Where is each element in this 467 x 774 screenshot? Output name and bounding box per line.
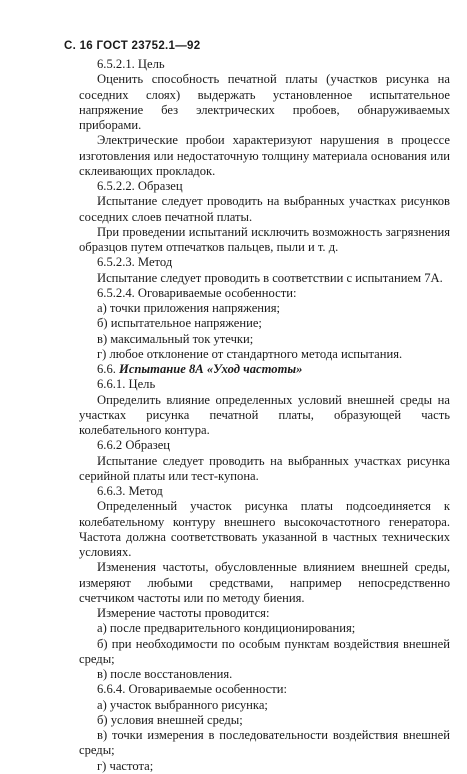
section-number: 6.6. [97, 362, 120, 376]
paragraph: Оценить способность печатной платы (участков рисунка на соседних слоях) выдержать установленное испытательное напряжение без электрических пробоев, обнаруживаемых приборами. [79, 72, 450, 132]
list-item: г) любое отклонение от стандартного метода испытания. [97, 346, 403, 361]
list-item: в) после восстановления. [97, 667, 233, 681]
list-item: б) испытательное напряжение; [97, 316, 262, 331]
section-heading: 6.5.2.3. Метод [97, 255, 173, 270]
section-heading: 6.6.1. Цель [97, 377, 156, 392]
section-title: Испытание 8А «Уход частоты» [119, 362, 303, 376]
section-heading: 6.6.4. Оговариваемые особенности: [97, 682, 288, 697]
list-item: б) при необходимости по особым пунктам воздействия внешней среды; [79, 636, 450, 666]
section-heading [79, 362, 450, 377]
page-header: С. 16 ГОСТ 23752.1—92 [64, 40, 201, 52]
list-item: а) точки приложения напряжения; [97, 301, 281, 315]
section-heading: 6.5.2.2. Образец [97, 179, 183, 193]
paragraph: Испытание следует проводить на выбранных участках рисунка серийной платы или тест-купона. [79, 453, 450, 483]
paragraph: Электрические пробои характеризуют нарушения в процессе изготовления или недостаточную толщину материала основания или склеивающих прокладок. [79, 133, 450, 178]
section-heading: Измерение частоты проводится: [97, 606, 270, 620]
section-heading: 6.6.3. Метод [97, 484, 163, 498]
paragraph: Испытание следует проводить на выбранных участках рисунков соседних слоев печатной платы. [79, 194, 450, 224]
section-heading: 6.5.2.4. Оговариваемые особенности: [97, 285, 297, 300]
paragraph: Изменения частоты, обусловленные влиянием внешней среды, измеряют любыми средствами, например непосредственно счетчиком частоты или по методу биения. [79, 560, 450, 605]
list-item: а) участок выбранного рисунка; [97, 697, 268, 712]
list-item: б) условия внешней среды; [97, 712, 243, 727]
paragraph: При проведении испытаний исключить возможность загрязнения образцов путем отпечатков пальцев, пыли и т. д. [79, 224, 450, 254]
document-body [79, 57, 450, 774]
paragraph: Испытание следует проводить в соответствии с испытанием 7А. [97, 270, 443, 285]
list-item: а) после предварительного кондиционирования; [97, 621, 356, 636]
list-item: в) максимальный ток утечки; [97, 331, 254, 346]
section-heading: 6.6.2 Образец [97, 438, 171, 453]
list-item: в) точки измерения в последовательности воздействия внешней среды; [79, 728, 450, 758]
list-item: г) частота; [97, 758, 154, 773]
section-heading: 6.5.2.1. Цель [97, 57, 165, 71]
paragraph: Определить влияние определенных условий внешней среды на участках рисунка печатной платы, образующей часть колебательного контура. [79, 392, 450, 437]
paragraph: Определенный участок рисунка платы подсоединяется к колебательному контуру внешнего высокочастотного генератора. Частота должна соответствовать указанной в частных технических условиях. [79, 499, 450, 559]
